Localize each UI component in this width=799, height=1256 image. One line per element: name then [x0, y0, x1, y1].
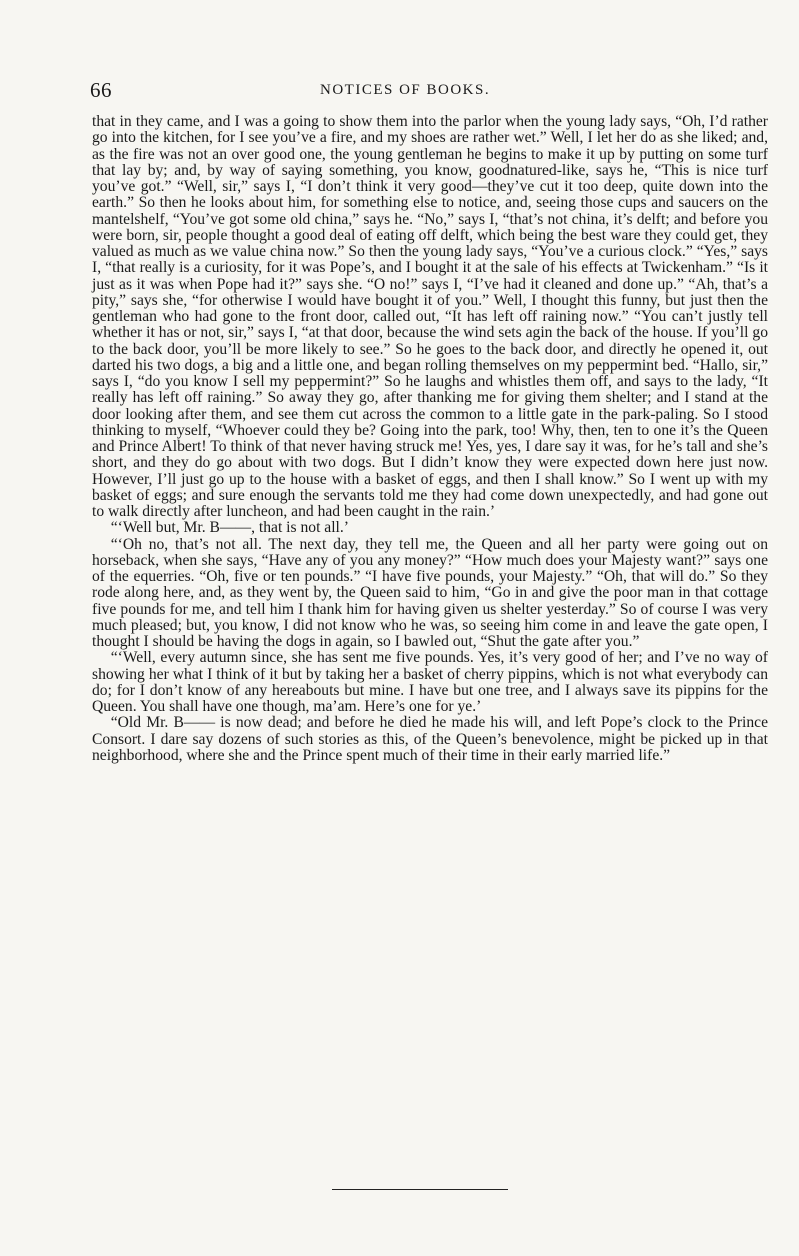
paragraph: “‘Oh no, that’s not all. The next day, they tell me, the Queen and all her party were going out on horseback, when she says, “Have any of you any money?” “How much does your Majesty want?” says one of the equerries. “Oh, five or ten pounds.” “I have five pounds, your Majesty.” “Oh, that will do.” So they rode along here, and, as they went by, the Queen said to him, “Go in and give the poor man in that cottage five pounds for me, and tell him I thank him for having given us shelter yesterday.” So of course I was very much pleased; but, you know, I did not know who he was, so seeing him come in and leave the gate open, I thought I should be having the dogs in again, so I bawled out, “Shut the gate after you.” [92, 535, 768, 650]
paragraph: “‘Well, every autumn since, she has sent me five pounds. Yes, it’s very good of her; and I’ve no way of showing her what I think of it but by taking her a basket of cherry pippins, which is not what everybody can do; for I don’t know of any hereabouts but mine. I have but one tree, and I always save its pippins for the Queen. You shall have one though, ma’am. Here’s one for ye.’ [92, 649, 768, 715]
paragraph: that in they came, and I was a going to show them into the parlor when the young lady says, “Oh, I’d rather go into the kitchen, for I see you’ve a fire, and my shoes are rather wet.” Well, I let her do as she liked; and, as the fire was not an over good one, the young gentleman he begins to make it up by putting on some turf that lay by; and, by way of saying something, you know, goodnatured-like, says he, “This is nice turf you’ve got.” “Well, sir,” says I, “I don’t think it very good—they’ve cut it too deep, quite down into the earth.” So then he looks about him, for something else to notice, and, seeing those cups and saucers on the mantelshelf, “You’ve got some old china,” says he. “No,” says I, “that’s not china, it’s delft; and before you were born, sir, people thought a good deal of eating off delft, which being the best ware they could get, they valued as much as we value china now.” So then the young lady says, “You’ve a curious clock.” “Yes,” says I, “that really is a curiosity, for it was Pope’s, and I bought it at the sale of his effects at Twickenham.” “Is it just as it was when Pope had it?” says she. “O no!” says I, “I’ve had it cleaned and done up.” “Ah, that’s a pity,” says she, “for otherwise I would have bought it of you.” Well, I thought this funny, but just then the gentleman who had gone to the front door, called out, “It has left off raining now.” “You can’t justly tell whether it has or not, sir,” says I, “at that door, because the wind sets agin the back of the house. If you’ll go to the back door, you’ll be more likely to see.” So he goes to the back door, and directly he opened it, out darted his two dogs, a big and a little one, and began rolling themselves on my peppermint bed. “Hallo, sir,” says I, “do you know I sell my peppermint?” So he laughs and whistles them off, and says to the lady, “It really has left off raining.” So away they go, after thanking me for giving them shelter; and I stand at the door looking after them, and see them cut across the common to a little gate in the park-paling. So I stood thinking to myself, “Whoever could they be? Going into the park, too! Why, then, ten to one it’s the Queen and Prince Albert! To think of that never having struck me! Yes, yes, I dare say it was, for he’s tall and she’s short, and they do go about with two dogs. But I didn’t know they were expected down here just now. However, I’ll just go up to the house with a basket of eggs, and then I shall know.” So I went up with my basket of eggs; and sure enough the servants told me they had come down unexpectedly, and had gone out to walk directly after luncheon, and had been caught in the rain.’ [92, 113, 768, 520]
paragraph: “Old Mr. B—— is now dead; and before he died he made his will, and left Pope’s clock to the Prince Consort. I dare say dozens of such stories as this, of the Queen’s benevolence, might be picked up in that neighborhood, where she and the Prince spent much of their time in their early married life.” [92, 714, 768, 764]
page-number: 66 [90, 78, 112, 102]
running-head: NOTICES OF BOOKS. [320, 82, 491, 98]
paragraph: “‘Well but, Mr. B——, that is not all.’ [110, 519, 349, 537]
section-rule [332, 1189, 508, 1190]
body-text [92, 114, 768, 764]
